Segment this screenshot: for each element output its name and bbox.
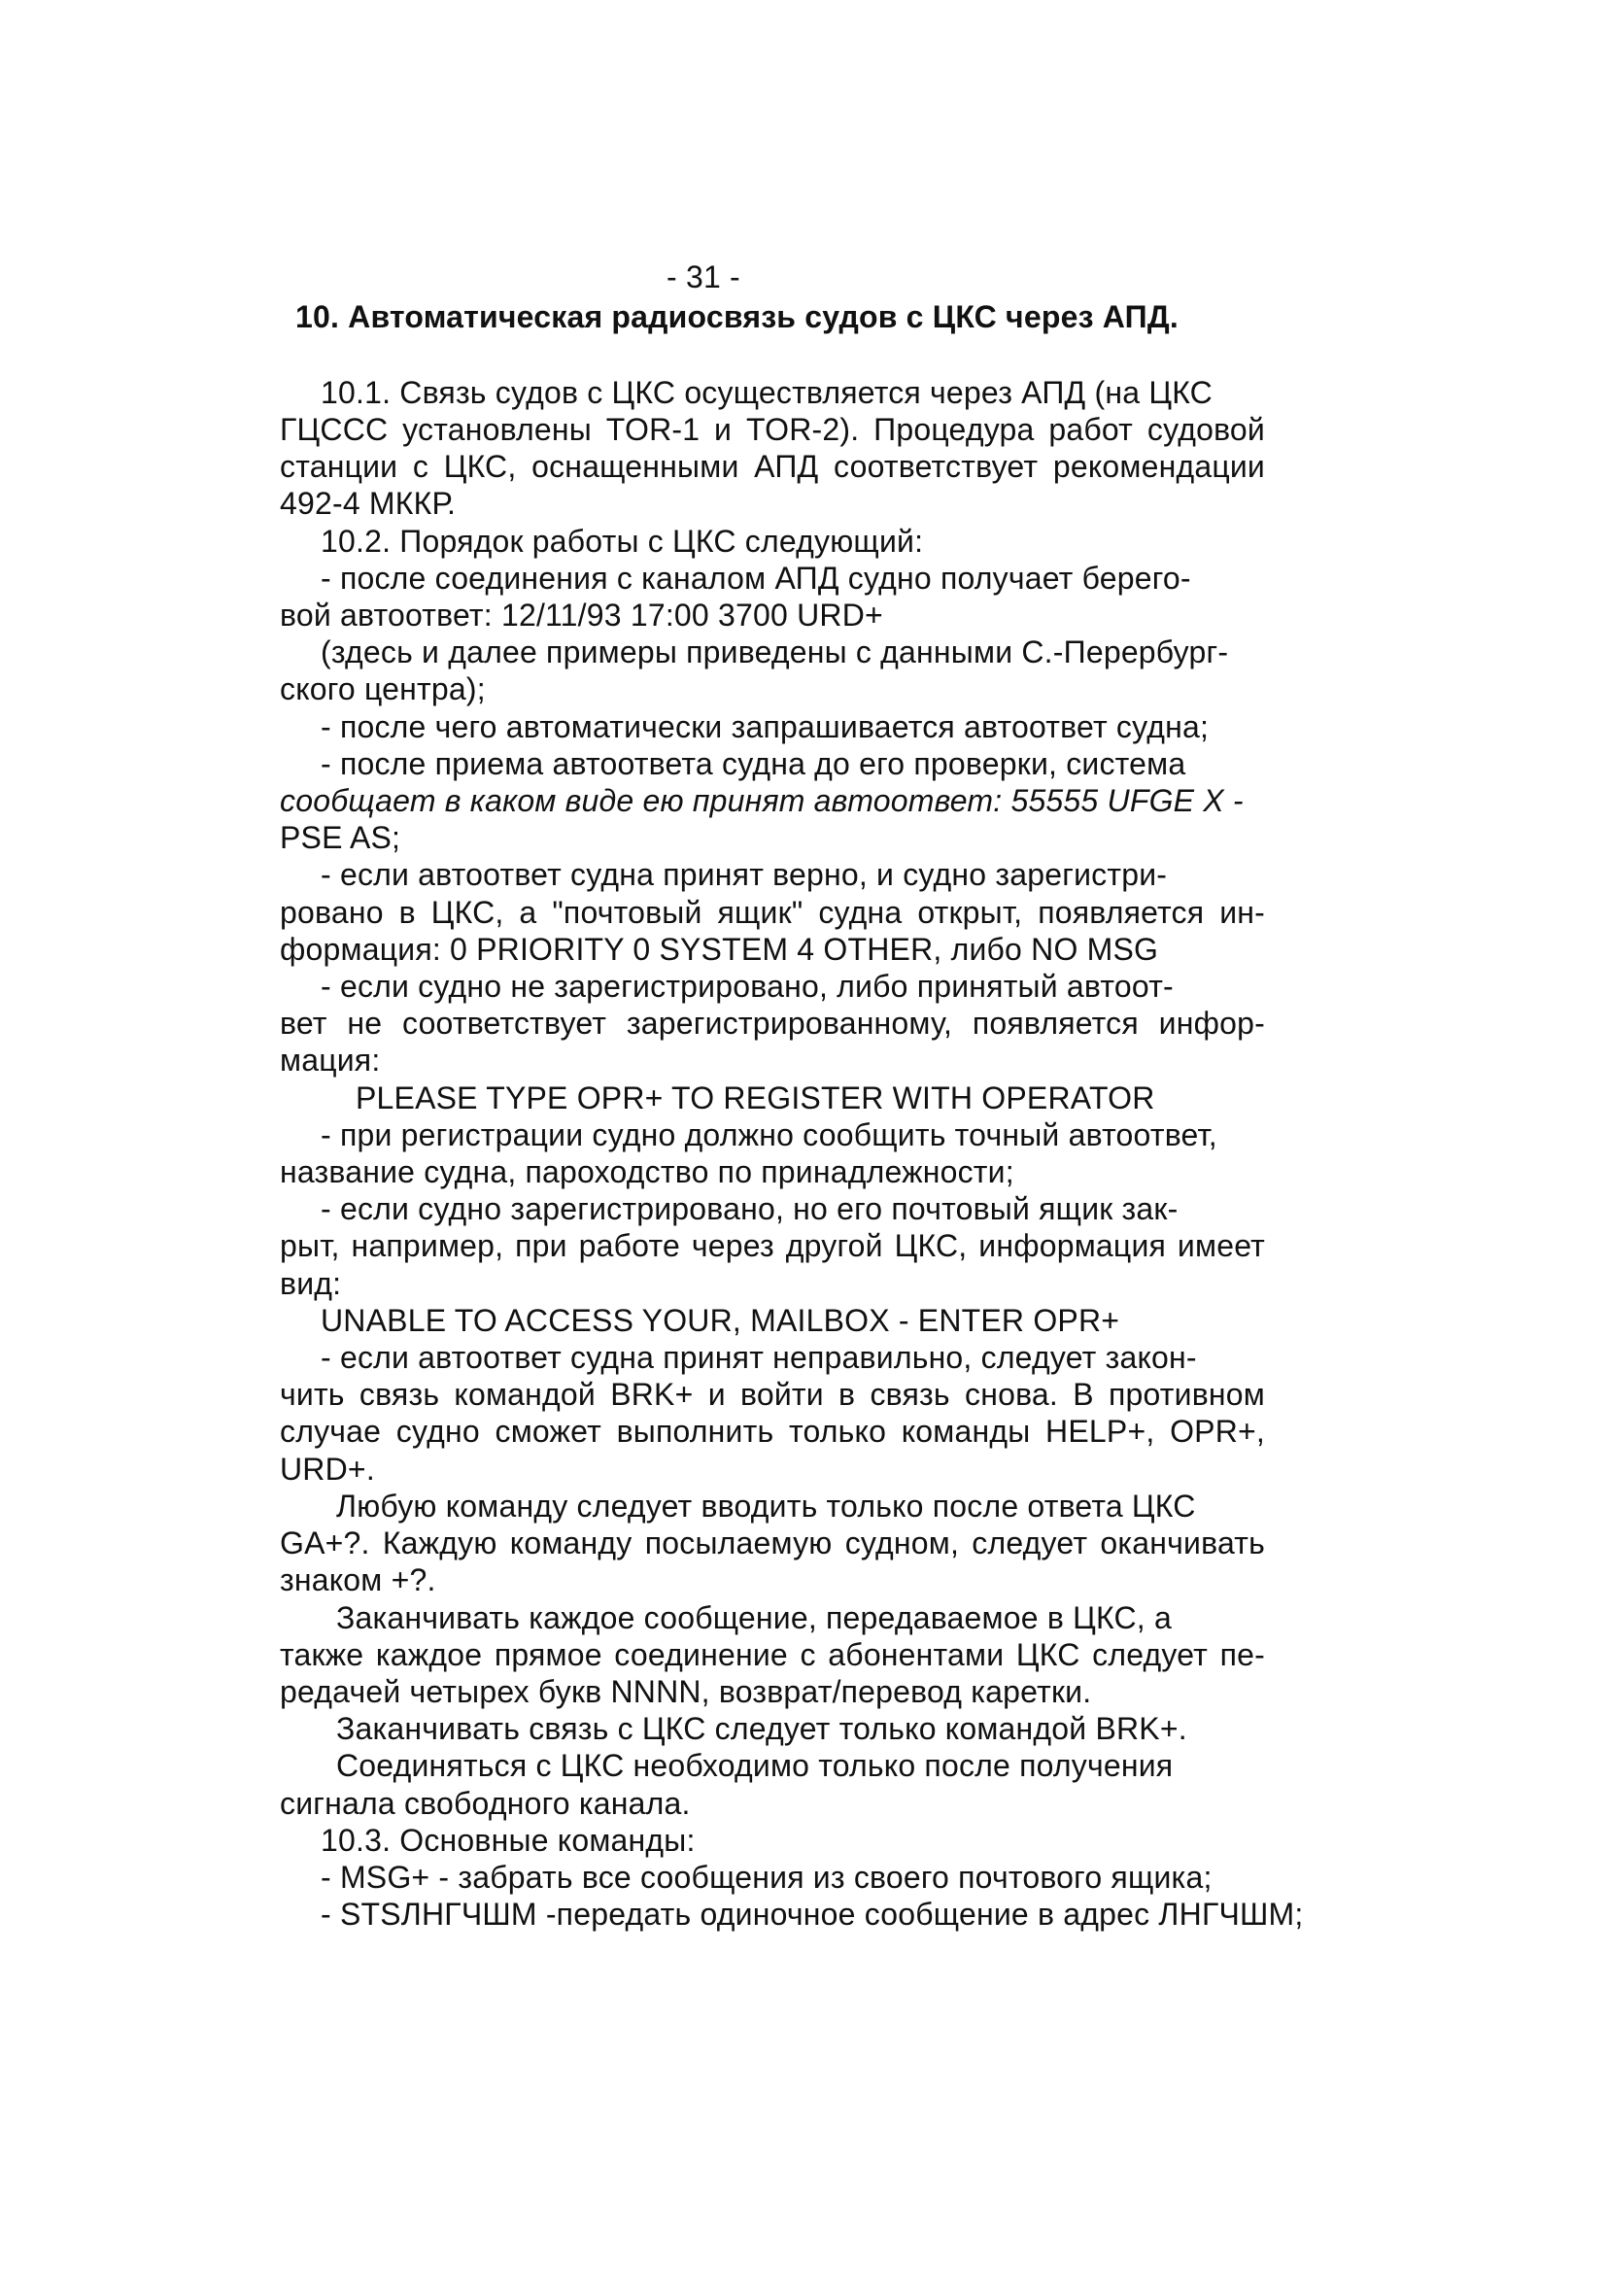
text-line: вой автоответ: 12/11/93 17:00 3700 URD+ xyxy=(280,598,883,633)
text-line: ГЦССС установлены TOR-1 и TOR-2). Процедура работ судовой xyxy=(280,412,1265,447)
text-line: название судна, пароходство по принадлежности; xyxy=(280,1154,1014,1189)
text-line: 10.3. Основные команды: xyxy=(321,1823,696,1858)
text-line: - MSG+ - забрать все сообщения из своего почтового ящика; xyxy=(321,1860,1213,1895)
text-line: 10.1. Связь судов с ЦКС осуществляется через АПД (на ЦКС xyxy=(321,375,1213,410)
text-line: случае судно сможет выполнить только команды HELP+, OPR+, xyxy=(280,1414,1265,1449)
text-line: ровано в ЦКС, а "почтовый ящик" судна открыт, появляется ин- xyxy=(280,895,1265,930)
text-line: - если судно не зарегистрировано, либо принятый автоот- xyxy=(321,969,1174,1004)
text-line: - при регистрации судно должно сообщить точный автоответ, xyxy=(321,1117,1217,1152)
text-line: вид: xyxy=(280,1266,342,1301)
text-line: мация: xyxy=(280,1043,381,1078)
text-line: - STSЛНГЧШМ -передать одиночное сообщение в адрес ЛНГЧШМ; xyxy=(321,1897,1304,1932)
text-line: станции с ЦКС, оснащенными АПД соответствует рекомендации xyxy=(280,449,1265,484)
text-line: формация: 0 PRIORITY 0 SYSTEM 4 OTHER, либо NO MSG xyxy=(280,932,1159,967)
text-line: сигнала свободного канала. xyxy=(280,1786,691,1821)
text-line: Заканчивать каждое сообщение, передаваемое в ЦКС, а xyxy=(336,1600,1172,1635)
text-line: также каждое прямое соединение с абонентами ЦКС следует пе- xyxy=(280,1637,1265,1672)
section-heading: 10. Автоматическая радиосвязь судов с ЦКС через АПД. xyxy=(295,299,1179,334)
text-line: 10.2. Порядок работы с ЦКС следующий: xyxy=(321,524,924,559)
text-line: - после чего автоматически запрашивается автоответ судна; xyxy=(321,709,1210,744)
text-line: GA+?. Каждую команду посылаемую судном, следует оканчивать xyxy=(280,1525,1265,1560)
text-line: - если судно зарегистрировано, но его почтовый ящик зак- xyxy=(321,1191,1179,1226)
text-line: редачей четырех букв NNNN, возврат/перевод каретки. xyxy=(280,1674,1092,1709)
text-line: PLEASE TYPE OPR+ TO REGISTER WITH OPERATOR xyxy=(356,1080,1155,1115)
text-line: Соединяться с ЦКС необходимо только после получения xyxy=(336,1748,1174,1783)
page-number: - 31 - xyxy=(667,259,740,294)
text-line: Любую команду следует вводить только после ответа ЦКС xyxy=(336,1489,1196,1524)
text-line: (здесь и далее примеры приведены с данными С.-Перербург- xyxy=(321,634,1229,669)
text-line: сообщает в каком виде ею принят автоответ: 55555 UFGE X - xyxy=(280,783,1244,818)
text-line: - если автоответ судна принят неправильно, следует закон- xyxy=(321,1340,1197,1375)
text-line: чить связь командой BRK+ и войти в связь снова. В противном xyxy=(280,1377,1265,1412)
text-line: Заканчивать связь с ЦКС следует только командой BRK+. xyxy=(336,1711,1187,1746)
text-line: 492-4 МККР. xyxy=(280,486,457,521)
text-line: - после приема автоответа судна до его проверки, система xyxy=(321,746,1186,781)
text-line: URD+. xyxy=(280,1452,375,1487)
text-line: UNABLE TO ACCESS YOUR, MAILBOX - ENTER OPR+ xyxy=(321,1303,1120,1338)
text-line: знаком +?. xyxy=(280,1562,436,1597)
text-line: PSE AS; xyxy=(280,820,401,855)
text-line: рыт, например, при работе через другой ЦКС, информация имеет xyxy=(280,1228,1265,1263)
text-line: - если автоответ судна принят верно, и судно зарегистри- xyxy=(321,857,1168,892)
text-line: ского центра); xyxy=(280,671,486,706)
text-line: вет не соответствует зарегистрированному, появляется инфор- xyxy=(280,1006,1265,1041)
text-line: - после соединения с каналом АПД судно получает берего- xyxy=(321,561,1191,596)
